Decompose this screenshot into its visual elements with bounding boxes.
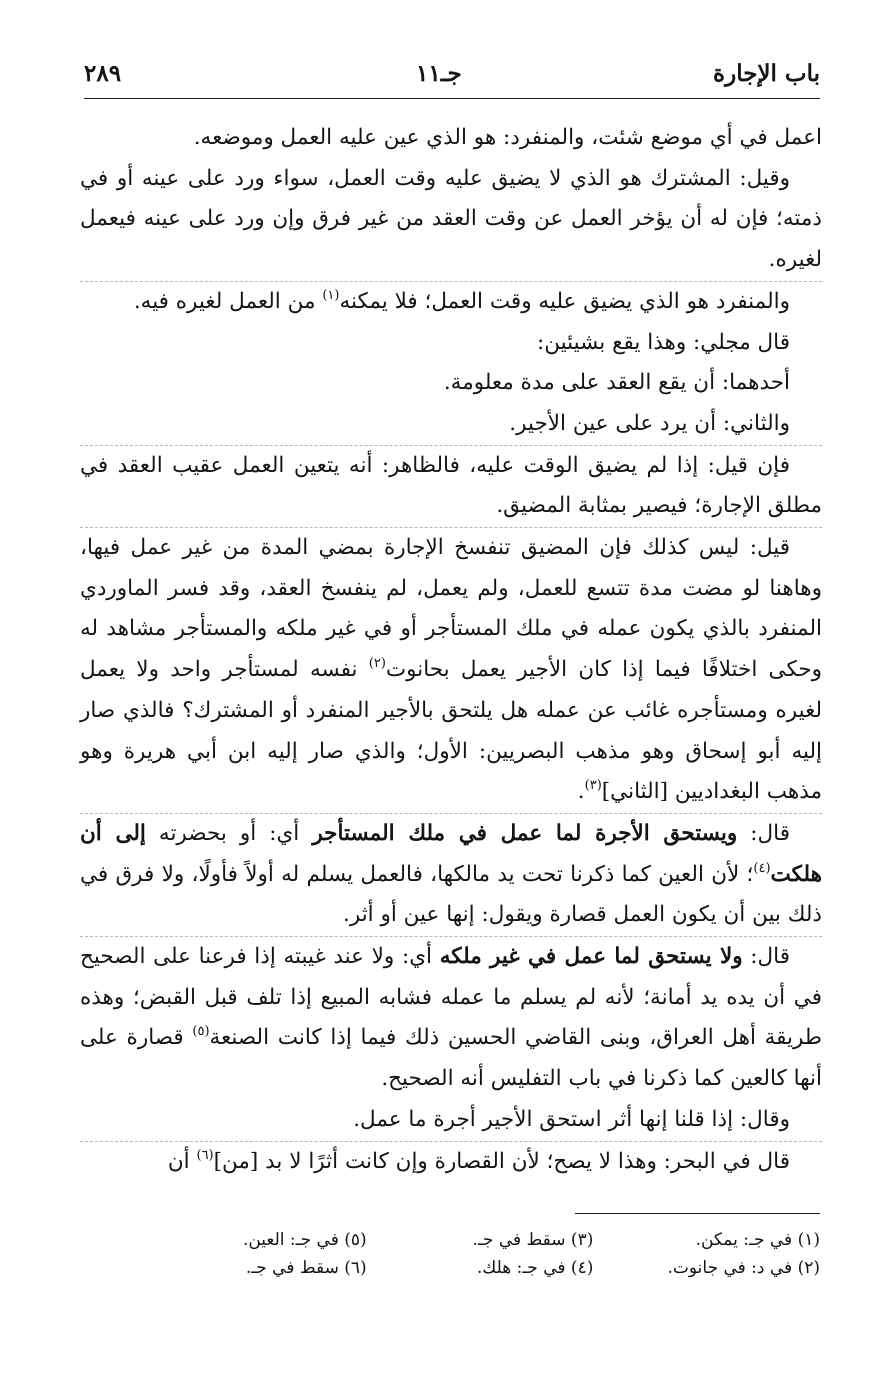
footnote-marker: (٤) bbox=[753, 860, 771, 876]
text-run: أي: أو بحضرته bbox=[145, 820, 313, 846]
text-run: والثاني: أن يرد على عين الأجير. bbox=[509, 410, 790, 436]
text-run: ؛ لأن العين كما ذكرنا تحت يد مالكها، فالعمل يسلم له أولاً فأولًا، ولا فرق في ذلك بين أن يكون العمل قصارة ويقول: إنها عين أو أثر. bbox=[80, 861, 822, 928]
page-number: ٢٨٩ bbox=[84, 60, 122, 87]
text-run: قال: bbox=[742, 944, 791, 970]
text-run: أي: ولا عند غيبته إذا فرعنا على الصحيح في أن يده يد أمانة؛ لأنه لم يسلم ما عمله فشابه المبيع إذا تلف قبل القبض؛ وهذه طريقة أهل العراق، وبنى القاضي الحسين ذلك فيما إذا كانت الصنعة bbox=[80, 944, 823, 1051]
paragraph bbox=[80, 528, 822, 813]
volume-label: جـ١١ bbox=[416, 60, 462, 87]
paragraph bbox=[80, 323, 822, 364]
paragraph bbox=[80, 363, 822, 404]
text-run: . bbox=[577, 779, 585, 805]
footnote-rule bbox=[575, 1213, 820, 1214]
text-run: فإن قيل: إذا لم يضيق الوقت عليه، فالظاهر: أنه يتعين العمل عقيب العقد في مطلق الإجارة؛ فيصير بمثابة المضيق. bbox=[80, 452, 822, 519]
text-run: وقيل: المشترك هو الذي لا يضيق عليه وقت العمل، سواء ورد على عينه أو في ذمته؛ فإن له أن يؤخر العمل عن وقت العقد من غير فرق وإن ورد على عينه فيعمل لغيره. bbox=[80, 165, 822, 273]
footnote-marker: (١) bbox=[322, 287, 340, 303]
footnote: (٢) في د: في جانوت. bbox=[667, 1258, 820, 1278]
footnote-marker: (٥) bbox=[192, 1024, 210, 1040]
text-run: أحدهما: أن يقع العقد على مدة معلومة. bbox=[443, 370, 790, 396]
footnote: (٤) في جـ: هلك. bbox=[476, 1258, 594, 1278]
chapter-title: باب الإجارة bbox=[713, 60, 820, 87]
footnote-marker: (٢) bbox=[368, 656, 386, 672]
text-run: قال مجلي: وهذا يقع بشيئين: bbox=[537, 329, 790, 355]
paragraph bbox=[80, 814, 822, 936]
paragraph bbox=[80, 118, 822, 159]
header-rule bbox=[84, 98, 820, 99]
bold-matn-text: ولا يستحق لما عمل في غير ملكه bbox=[439, 944, 743, 970]
text-run: وقال: إذا قلنا إنها أثر استحق الأجير أجرة ما عمل. bbox=[353, 1106, 790, 1132]
text-run: اعمل في أي موضع شئت، والمنفرد: هو الذي عين عليه العمل وموضعه. bbox=[193, 125, 822, 150]
text-run: قال: bbox=[737, 820, 790, 846]
paragraph bbox=[80, 404, 822, 445]
footnote: (٣) سقط في جـ. bbox=[472, 1230, 594, 1250]
footnote-marker: (٣) bbox=[584, 778, 602, 794]
text-run: قال في البحر: وهذا لا يصح؛ لأن القصارة وإن كانت أثرًا لا بد [من] bbox=[213, 1148, 790, 1174]
text-run: نفسه لمستأجر واحد ولا يعمل لغيره ومستأجره غائب عن عمله هل يلتحق بالأجير المنفرد أو المشترك؟ فالذي صار إليه أبو إسحاق وهو مذهب البصريين: الأول؛ والذي صار إليه ابن أبي هريرة وهو مذهب البغداديين [الثاني] bbox=[80, 657, 822, 805]
bold-matn-text: إلى أن هلكت bbox=[80, 820, 822, 887]
paragraph bbox=[80, 446, 822, 527]
paragraph bbox=[80, 1100, 822, 1141]
text-run: والمنفرد هو الذي يضيق عليه وقت العمل؛ فلا يمكنه bbox=[339, 288, 790, 314]
paragraph bbox=[80, 159, 822, 281]
text-run: قيل: ليس كذلك فإن المضيق تنفسخ الإجارة بمضي المدة من غير عمل فيها، وهاهنا لو مضت مدة تتسع للعمل، ولم يعمل، لم ينفسخ العقد، وقد فسر الماوردي المنفرد بالذي يكون عمله في ملك المستأجر أو في غير ملكه والمستأجر مشاهد له وحكى اختلافًا فيما إذا كان الأجير يعمل بحانوت bbox=[80, 535, 822, 683]
footnote: (١) في جـ: يمكن. bbox=[695, 1230, 820, 1250]
footnotes bbox=[140, 1228, 820, 1280]
paragraph bbox=[80, 937, 822, 1100]
footnote: (٥) في جـ: العين. bbox=[242, 1230, 367, 1250]
main-text bbox=[80, 118, 822, 1182]
footnote-marker: (٦) bbox=[196, 1147, 214, 1163]
text-run: أن bbox=[167, 1148, 197, 1174]
paragraph bbox=[80, 282, 822, 323]
bold-matn-text: ويستحق الأجرة لما عمل في ملك المستأجر bbox=[312, 820, 738, 846]
text-run: من العمل لغيره فيه. bbox=[133, 288, 323, 314]
footnote: (٦) سقط في جـ. bbox=[245, 1258, 367, 1278]
text-run: قصارة على أنها كالعين كما ذكرنا في باب التفليس أنه الصحيح. bbox=[80, 1025, 822, 1092]
running-header bbox=[84, 56, 820, 96]
paragraph bbox=[80, 1142, 822, 1183]
